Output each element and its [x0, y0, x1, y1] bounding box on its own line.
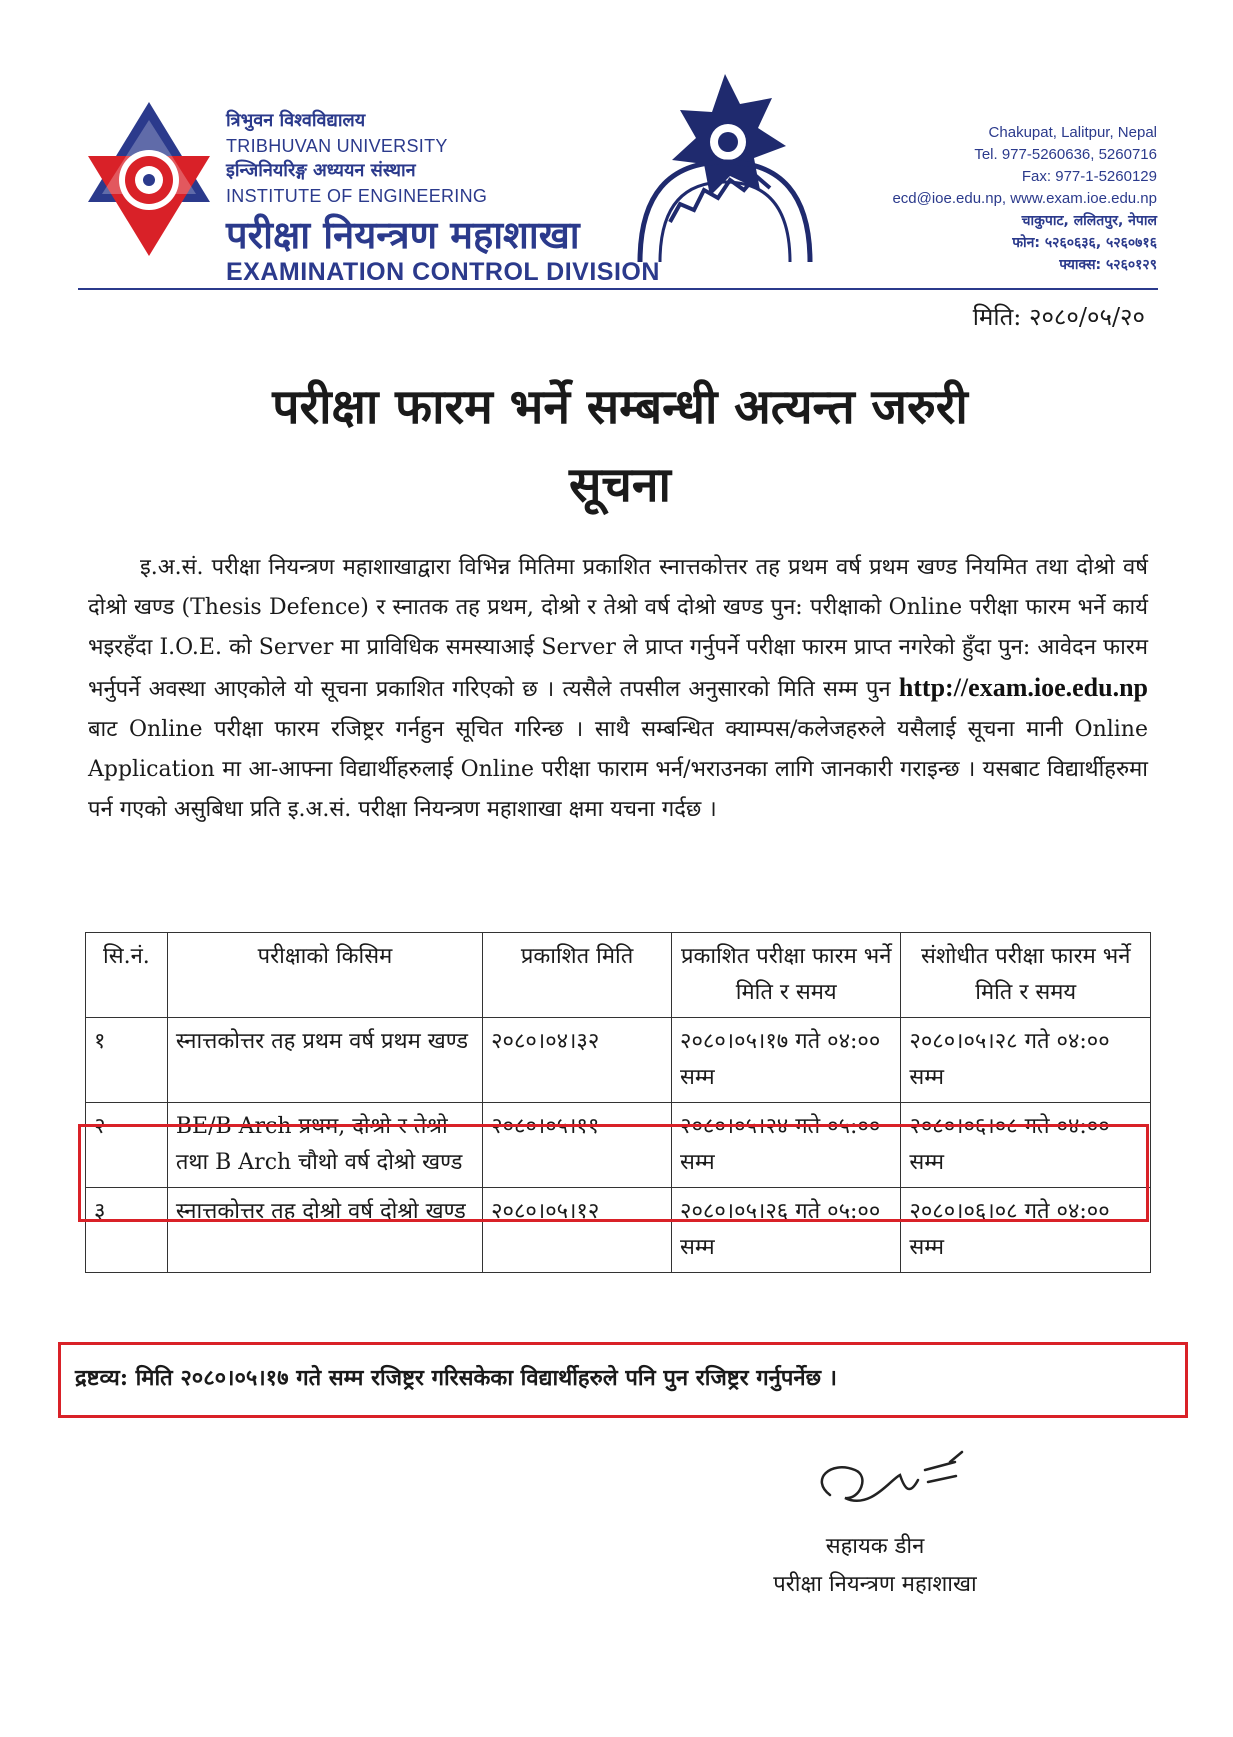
cell-revised-deadline: २०८०।०५।२८ गते ०४:०० सम्म	[901, 1018, 1151, 1103]
header-published-date: प्रकाशित मिति	[483, 933, 672, 1018]
cell-exam-type: स्नात्तकोत्तर तह दोश्रो वर्ष दोश्रो खण्ड	[167, 1188, 482, 1273]
signatory-office: परीक्षा नियन्त्रण महाशाखा	[773, 1572, 977, 1597]
highlight-box-row-2	[78, 1124, 1149, 1222]
notice-title-line-1: परीक्षा फारम भर्ने सम्बन्धी अत्यन्त जरुरी	[272, 379, 968, 435]
cell-original-deadline: २०८०।०५।२४ गते ०५:०० सम्म	[672, 1103, 901, 1188]
cell-published-date: २०८०।०५।१२	[483, 1188, 672, 1273]
tribhuvan-university-logo	[84, 98, 214, 260]
institute-name-english: INSTITUTE OF ENGINEERING	[226, 186, 488, 206]
cell-original-deadline: २०८०।०५।१७ गते ०४:०० सम्म	[672, 1018, 901, 1103]
cell-exam-type: BE/B Arch प्रथम, दोश्रो र तेश्रो तथा B Arch चौथो वर्ष दोश्रो खण्ड	[167, 1103, 482, 1188]
cell-revised-deadline: २०८०।०६।०८ गते ०४:०० सम्म	[901, 1103, 1151, 1188]
cell-serial: २	[86, 1103, 168, 1188]
fax: Fax: 977-1-5260129	[1021, 168, 1157, 185]
body-text-after-link: बाट Online परीक्षा फारम रजिष्ट्रर गर्नहुन सूचित गरिन्छ । साथै सम्बन्धित क्याम्पस/कलेजहरुले यसैलाई सूचना मानी Online Application मा आ-आफ्ना विद्यार्थीहरुलाई Online परीक्षा फाराम भर्न/भराउनका लागि जानकारी गराइन्छ । यसबाट विद्यार्थीहरुमा पर्न गएको असुबिधा प्रति इ.अ.सं. परीक्षा नियन्त्रण महाशाखा क्षमा यचना गर्दछ ।	[88, 717, 1148, 822]
cell-published-date: २०८०।०५।११	[483, 1103, 672, 1188]
header-original-deadline: प्रकाशित परीक्षा फारम भर्ने मिति र समय	[672, 933, 901, 1018]
address-english: Chakupat, Lalitpur, Nepal	[988, 124, 1157, 141]
division-name-nepali: परीक्षा नियन्त्रण महाशाखा	[226, 212, 580, 257]
body-text-before-link: इ.अ.सं. परीक्षा नियन्त्रण महाशाखाद्वारा विभिन्न मितिमा प्रकाशित स्नात्तकोत्तर तह प्रथम वर्ष प्रथम खण्ड नियमित तथा दोश्रो वर्ष दोश्रो खण्ड (Thesis Defence) र स्नातक तह प्रथम, दोश्रो र तेश्रो वर्ष दोश्रो खण्ड पुन: परीक्षाको Online परीक्षा फारम भर्ने कार्य भइरहँदा I.O.E. को Server मा प्राविधिक समस्याआई Server ले प्राप्त गर्नुपर्ने परीक्षा फारम प्राप्त नगरेको हुँदा पुन: आवेदन फारम भर्नुपर्ने अवस्था आएकोले यो सूचना प्रकाशित गरिएको छ । त्यसैले तपसील अनुसारको मिति सम्म पुन	[88, 555, 1148, 702]
organization-names	[226, 108, 660, 286]
handwritten-signature	[800, 1440, 980, 1520]
signatory-title: सहायक डीन	[825, 1534, 925, 1559]
telephone: Tel. 977-5260636, 5260716	[974, 146, 1157, 163]
cell-revised-deadline: २०८०।०६।०८ गते ०४:०० सम्म	[901, 1188, 1151, 1273]
header-serial: सि.नं.	[86, 933, 168, 1018]
header-exam-type: परीक्षाको किसिम	[167, 933, 482, 1018]
signatory-block	[730, 1528, 1020, 1604]
cell-published-date: २०८०।०४।३२	[483, 1018, 672, 1103]
division-name-english: EXAMINATION CONTROL DIVISION	[226, 258, 660, 286]
header-revised-deadline: संशोधीत परीक्षा फारम भर्ने मिति र समय	[901, 933, 1151, 1018]
important-note-box	[58, 1342, 1188, 1418]
fax-nepali: फ्याक्स: ५२६०१२९	[1059, 257, 1157, 273]
institute-name-nepali: इन्जिनियरिङ्ग अध्ययन संस्थान	[226, 160, 416, 181]
notice-title-line-2: सूचना	[568, 457, 671, 513]
email-website: ecd@ioe.edu.np, www.exam.ioe.edu.np	[892, 190, 1157, 207]
table-header-row	[86, 933, 1151, 1018]
cell-exam-type: स्नात्तकोत्तर तह प्रथम वर्ष प्रथम खण्ड	[167, 1018, 482, 1103]
university-name-nepali: त्रिभुवन विश्वविद्यालय	[226, 110, 366, 131]
important-note-text: द्रष्टव्य: मिति २०८०।०५।१७ गते सम्म रजिष्ट्रर गरिसकेका विद्यार्थीहरुले पनि पुन रजिष्ट्रर गर्नुपर्नेछ ।	[75, 1365, 838, 1391]
notice-date: मिति: २०८०/०५/२०	[972, 303, 1145, 331]
exam-portal-link[interactable]: http://exam.ioe.edu.np	[898, 673, 1148, 702]
letterhead-divider	[78, 288, 1158, 290]
cell-original-deadline: २०८०।०५।२६ गते ०५:०० सम्म	[672, 1188, 901, 1273]
notice-body	[88, 548, 1148, 830]
office-seal-stamp	[600, 72, 850, 272]
phone-nepali: फोन: ५२६०६३६, ५२६०७१६	[1012, 235, 1157, 251]
university-name-english: TRIBHUVAN UNIVERSITY	[226, 136, 448, 156]
contact-info	[892, 122, 1157, 276]
address-nepali: चाकुपाट, ललितपुर, नेपाल	[1021, 213, 1157, 229]
cell-serial: १	[86, 1018, 168, 1103]
notice-title	[80, 368, 1160, 524]
cell-serial: ३	[86, 1188, 168, 1273]
table-row	[86, 1018, 1151, 1103]
